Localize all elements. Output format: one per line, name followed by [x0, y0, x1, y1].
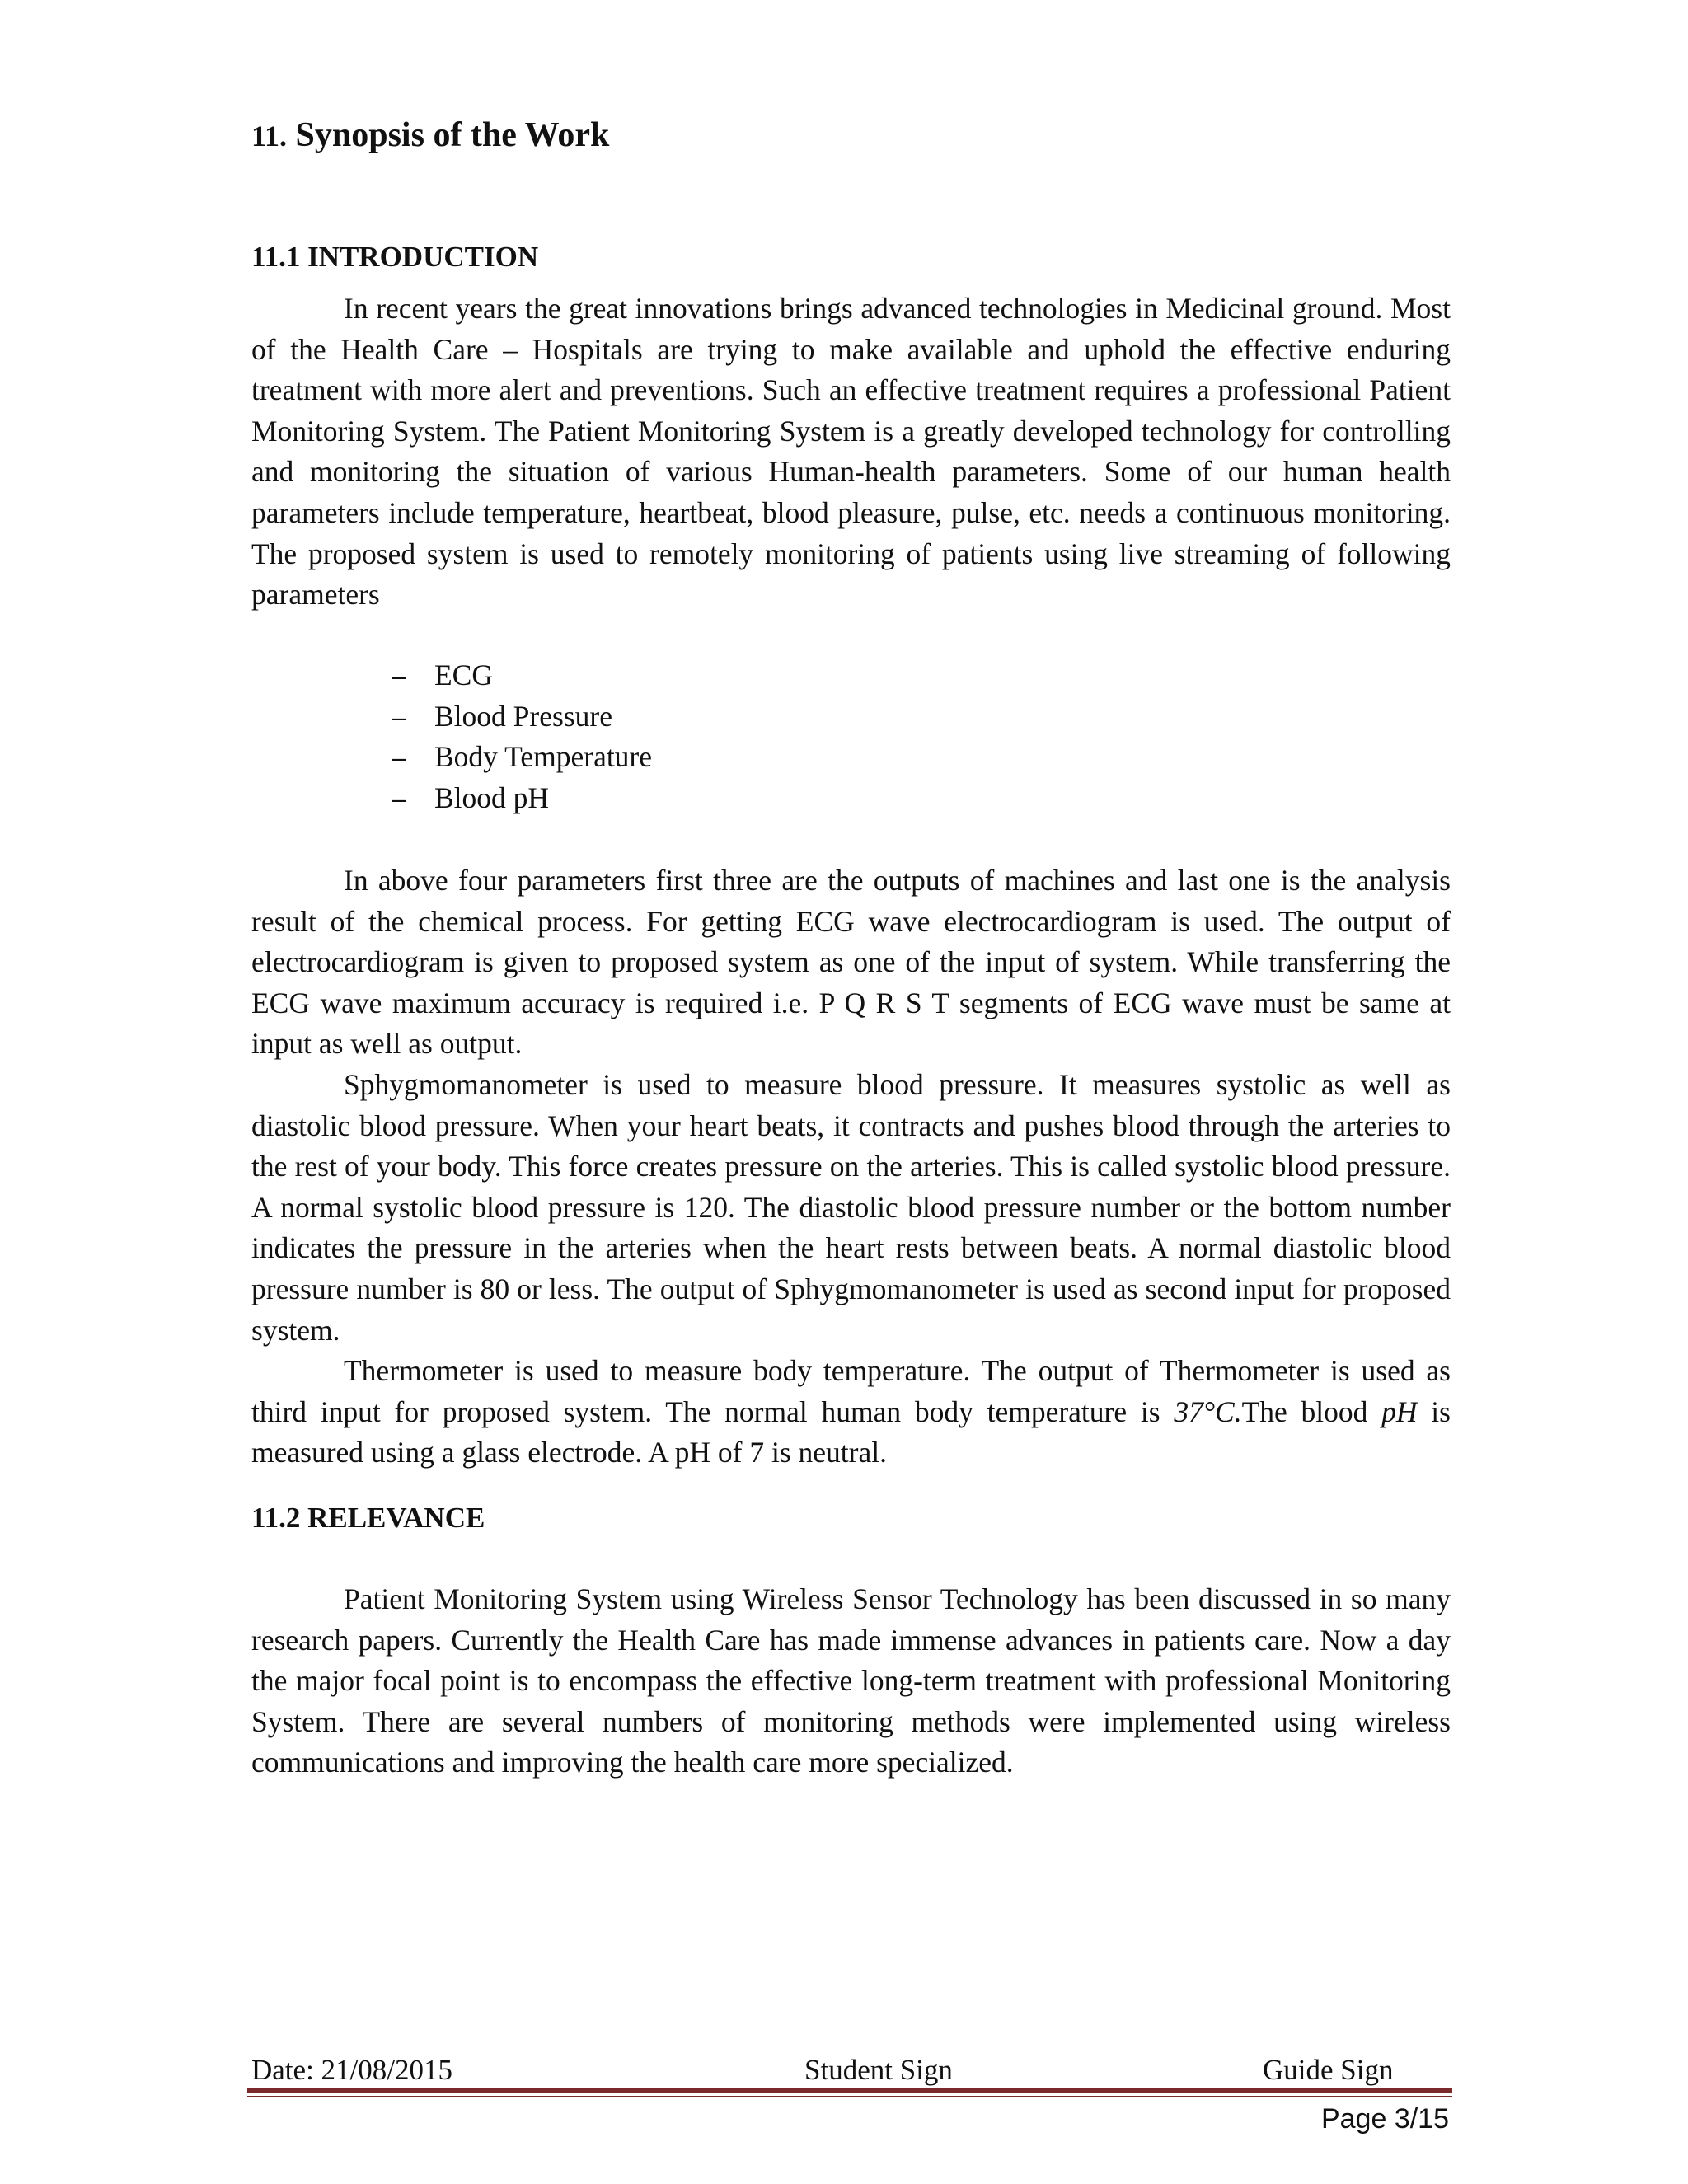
- title-text: Synopsis of the Work: [295, 116, 610, 154]
- temperature-value: 37°C.: [1174, 1394, 1242, 1428]
- introduction-heading: 11.1 INTRODUCTION: [251, 241, 539, 273]
- temperature-paragraph: Thermometer is used to measure body temperature. The output of Thermometer is used as third input for proposed system. The normal human body temperature is 37°C.The blood pH is measured using a glass electrode. A pH of 7 is neutral.: [251, 1354, 1451, 1469]
- introduction-paragraph: In recent years the great innovations brings advanced technologies in Medicinal ground. Most of the Health Care – Hospitals are trying to make available and uphold the effective enduring treatment with more alert and preventions. Such an effective treatment requires a professional Patient Monitoring System. The Patient Monitoring System is a greatly developed technology for controlling and monitoring the situation of various Human-health parameters. Some of our human health parameters include temperature, heartbeat, blood pleasure, pulse, etc. needs a continuous monitoring. The proposed system is used to remotely monitoring of patients using live streaming of following parameters: [251, 292, 1451, 612]
- blood-pressure-paragraph: Sphygmomanometer is used to measure blood pressure. It measures systolic as well as diastolic blood pressure. When your heart beats, it contracts and pushes blood through the arteries to the rest of your body. This force creates pressure on the arteries. This is called systolic blood pressure. A normal systolic blood pressure is 120. The diastolic blood pressure number or the bottom number indicates the pressure in the arteries when the heart rests between beats. A normal diastolic blood pressure number is 80 or less. The output of Sphygmomanometer is used as second input for proposed system.: [251, 1068, 1451, 1347]
- list-item: – Blood pH: [392, 778, 652, 819]
- ecg-paragraph: In above four parameters first three are the outputs of machines and last one is the analysis result of the chemical process. For getting ECG wave electrocardiogram is used. The output of electrocardiogram is given to proposed system as one of the input of system. While transferring the ECG wave maximum accuracy is required i.e. P Q R S T segments of ECG wave must be same at input as well as output.: [251, 864, 1451, 1061]
- parameter-list: [392, 655, 652, 818]
- footer-date: Date: 21/08/2015: [251, 2054, 452, 2086]
- footer-rule-thin: [247, 2096, 1452, 2097]
- dash-bullet: –: [392, 783, 406, 813]
- ph-term: pH: [1381, 1394, 1418, 1428]
- footer-student-sign: Student Sign: [804, 2054, 953, 2086]
- list-item: – Blood Pressure: [392, 696, 652, 738]
- footer-guide-sign: Guide Sign: [1263, 2054, 1394, 2086]
- page-number: Page 3/15: [1320, 2103, 1449, 2135]
- dash-bullet: –: [392, 701, 406, 732]
- dash-bullet: –: [392, 743, 406, 773]
- dash-bullet: –: [392, 661, 406, 691]
- page-title: [251, 115, 609, 155]
- list-item: – ECG: [392, 655, 652, 696]
- title-number: 11.: [251, 120, 288, 152]
- relevance-heading: 11.2 RELEVANCE: [251, 1502, 485, 1534]
- footer-rule-thick: [247, 2088, 1452, 2093]
- list-item: – Body Temperature: [392, 737, 652, 778]
- relevance-paragraph: Patient Monitoring System using Wireless Sensor Technology has been discussed in so many research papers. Currently the Health Care has made immense advances in patients care. Now a day the major focal point is to encompass the effective long-term treatment with professional Monitoring System. There are several numbers of monitoring methods were implemented using wireless communications and improving the health care more specialized.: [251, 1582, 1451, 1779]
